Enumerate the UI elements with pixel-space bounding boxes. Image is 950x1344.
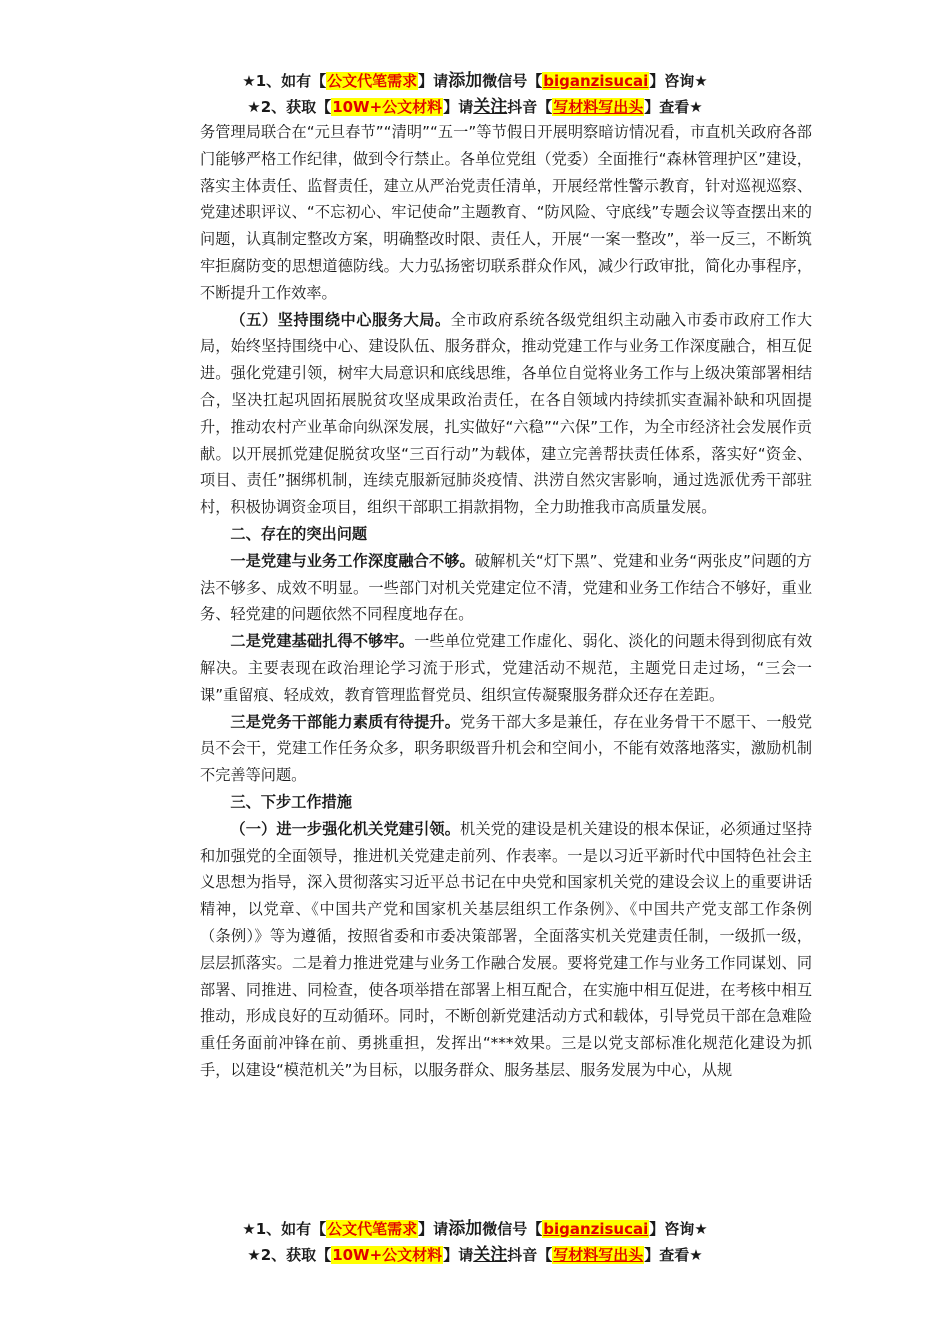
promo-banner-bottom [0,1216,950,1268]
paragraph-lead: 三是党务干部能力素质有待提升。 [230,712,461,731]
promo-text: 微信号【 [482,72,543,90]
promo-highlight: 公文代笔需求 [327,1220,418,1238]
paragraph [200,307,812,521]
promo-text: 】请 [443,98,474,116]
paragraph [200,628,812,708]
paragraph-lead: （五）坚持围绕中心服务大局。 [230,310,451,329]
promo-text: ★1、如有【 [242,72,327,90]
promo-line-2 [0,94,950,120]
paragraph-text: 全市政府系统各级党组织主动融入市委市政府工作大局，始终坚持围绕中心、建设队伍、服务群众，推动党建工作与业务工作深度融合，相互促进。强化党建引领，树牢大局意识和底线思维，各单位自觉将业务工作与上级决策部署相结合，坚决扛起巩固拓展脱贫攻坚成果政治责任，在各自领域内持续抓实查漏补缺和巩固提升，推动农村产业革命向纵深发展，扎实做好“六稳”“六保”工作，为全市经济社会发展作贡献。以开展抓党建促脱贫攻坚“三百行动”为载体，建立完善帮扶责任体系，落实好“资金、项目、责任”捆绑机制，连续克服新冠肺炎疫情、洪涝自然灾害影响，通过选派优秀干部驻村，积极协调资金项目，组织干部职工捐款捐物，全力助推我市高质量发展。 [200,310,813,517]
promo-emphasis: 添加 [448,71,483,91]
paragraph-text: 破解机关“灯下黑”、党建和业务“两张皮”问题的方法不够多、成效不明显。一些部门对机关党建定位不清，党建和业务工作结合不够好，重业务、轻党建的问题依然不同程度地存在。 [200,551,812,624]
paragraph-text: 一些单位党建工作虚化、弱化、淡化的问题未得到彻底有效解决。主要表现在政治理论学习流于形式，党建活动不规范，主题党日走过场，“三会一课”重留痕、轻成效，教育管理监督党员、组织宣传凝聚服务群众还存在差距。 [200,632,813,704]
promo-line-1 [0,1216,950,1242]
promo-text: 微信号【 [482,1220,543,1238]
promo-highlight: 10W+公文材料 [332,98,443,116]
promo-text: 】咨询★ [649,72,708,90]
promo-text: 】查看★ [644,1246,703,1264]
paragraph [200,709,812,789]
wechat-id-link[interactable]: biganzisucai [543,72,649,90]
section-heading-text: 三、下步工作措施 [230,792,352,811]
section-heading-text: 二、存在的突出问题 [230,524,368,543]
document-body [200,119,812,1084]
promo-text: 抖音【 [507,1246,553,1264]
promo-text: 】查看★ [644,98,703,116]
promo-highlight: 10W+公文材料 [332,1246,443,1264]
promo-text: 】请 [443,1246,474,1264]
promo-text: ★2、获取【 [247,1246,332,1264]
promo-text: ★1、如有【 [242,1220,327,1238]
paragraph [200,816,812,1084]
promo-emphasis: 添加 [448,1219,483,1239]
wechat-id-link[interactable]: biganzisucai [543,1220,649,1238]
promo-emphasis: 关注 [473,97,508,117]
promo-line-1 [0,68,950,94]
promo-text: 抖音【 [507,98,553,116]
paragraph [200,548,812,628]
promo-line-2 [0,1242,950,1268]
paragraph [200,119,812,307]
promo-emphasis: 关注 [473,1245,508,1265]
promo-highlight: 公文代笔需求 [327,72,418,90]
section-heading [200,521,812,548]
paragraph-text: 机关党的建设是机关建设的根本保证，必须通过坚持和加强党的全面领导，推进机关党建走前列、作表率。一是以习近平新时代中国特色社会主义思想为指导，深入贯彻落实习近平总书记在中央党和国家机关党的建设会议上的重要讲话精神，以党章、《中国共产党和国家机关基层组织工作条例》、《中国共产党支部工作条例（条例）》等为遵循，按照省委和市委决策部署，全面落实机关党建责任制，一级抓一级，层层抓落实。二是着力推进党建与业务工作融合发展。要将党建工作与业务工作同谋划、同部署、同推进、同检查，使各项举措在部署上相互配合，在实施中相互促进，在考核中相互推动，形成良好的互动循环。同时，不断创新党建活动方式和载体，引导党员干部在急难险重任务面前冲锋在前、勇挑重担，发挥出“***效果。三是以党支部标准化规范化建设为抓手，以建设“模范机关”为目标，以服务群众、服务基层、服务发展为中心，从规 [200,819,813,1079]
douyin-account-link[interactable]: 写材料写出头 [553,1246,644,1264]
paragraph-lead: 一是党建与业务工作深度融合不够。 [230,551,475,570]
paragraph-lead: 二是党建基础扎得不够牢。 [230,632,415,651]
douyin-account-link[interactable]: 写材料写出头 [553,98,644,116]
promo-text: 】请 [418,72,449,90]
promo-text: 】请 [418,1220,449,1238]
promo-banner-top [0,68,950,120]
paragraph-text: 务管理局联合在“元旦春节”“清明”“五一”等节假日开展明察暗访情况看，市直机关政府各部门能够严格工作纪律，做到令行禁止。各单位党组（党委）全面推行“森林管理护区”建设，落实主体责任、监督责任，建立从严治党责任清单，开展经常性警示教育，针对巡视巡察、党建述职评议、“不忘初心、牢记使命”主题教育、“防风险、守底线”专题会议等查摆出来的问题，认真制定整改方案，明确整改时限、责任人，开展“一案一整改”，举一反三，不断筑牢拒腐防变的思想道德防线。大力弘扬密切联系群众作风，减少行政审批，简化办事程序，不断提升工作效率。 [200,123,812,302]
paragraph-text: 党务干部大多是兼任，存在业务骨干不愿干、一般党员不会干，党建工作任务众多，职务职级晋升机会和空间小，不能有效落地落实，激励机制不完善等问题。 [200,712,813,785]
section-heading [200,789,812,816]
paragraph-lead: （一）进一步强化机关党建引领。 [230,819,461,838]
promo-text: ★2、获取【 [247,98,332,116]
promo-text: 】咨询★ [649,1220,708,1238]
